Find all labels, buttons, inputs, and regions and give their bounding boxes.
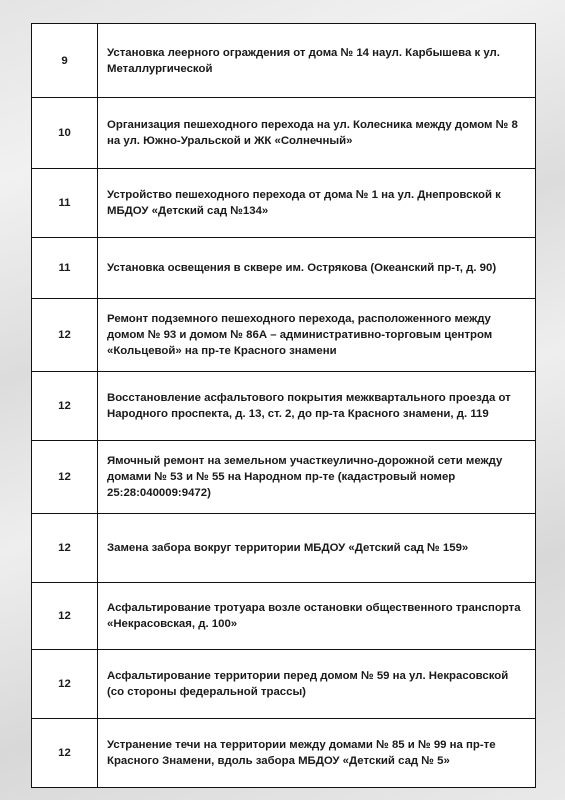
row-number: 11: [32, 238, 98, 299]
table-row: [32, 24, 536, 98]
row-description: Устранение течи на территории между домами № 85 и № 99 на пр-те Красного Знамени, вдоль забора МБДОУ «Детский сад № 5»: [98, 719, 536, 788]
row-description: Ремонт подземного пешеходного перехода, расположенного между домом № 93 и домом № 86А – административно-торговым центром «Кольцевой» на пр-те Красного знамени: [98, 299, 536, 372]
table-row: [32, 238, 536, 299]
row-description: Асфальтирование территории перед домом № 59 на ул. Некрасовской (со стороны федеральной трассы): [98, 650, 536, 719]
table-row: [32, 299, 536, 372]
table-row: [32, 719, 536, 788]
row-number: 12: [32, 372, 98, 441]
row-number: 12: [32, 650, 98, 719]
row-description: Устройство пешеходного перехода от дома № 1 на ул. Днепровской к МБДОУ «Детский сад №134»: [98, 169, 536, 238]
table-row: [32, 650, 536, 719]
row-number: 10: [32, 98, 98, 169]
row-description: Ямочный ремонт на земельном участкеулично-дорожной сети между домами № 53 и № 55 на Народном пр-те (кадастровый номер 25:28:040009:9472): [98, 441, 536, 514]
row-number: 12: [32, 583, 98, 650]
table-row: [32, 169, 536, 238]
row-number: 12: [32, 299, 98, 372]
row-number: 11: [32, 169, 98, 238]
row-number: 12: [32, 719, 98, 788]
row-number: 12: [32, 441, 98, 514]
table-row: [32, 441, 536, 514]
table-row: [32, 514, 536, 583]
row-description: Установка леерного ограждения от дома № 14 наул. Карбышева к ул. Металлургической: [98, 24, 536, 98]
table-row: [32, 372, 536, 441]
row-number: 12: [32, 514, 98, 583]
row-description: Установка освещения в сквере им. Острякова (Океанский пр-т, д. 90): [98, 238, 536, 299]
table-row: [32, 583, 536, 650]
row-number: 9: [32, 24, 98, 98]
row-description: Асфальтирование тротуара возле остановки общественного транспорта «Некрасовская, д. 100»: [98, 583, 536, 650]
table-row: [32, 98, 536, 169]
row-description: Замена забора вокруг территории МБДОУ «Детский сад № 159»: [98, 514, 536, 583]
works-table: [31, 23, 536, 788]
row-description: Восстановление асфальтового покрытия межквартального проезда от Народного проспекта, д. 13, ст. 2, до пр-та Красного знамени, д. 119: [98, 372, 536, 441]
row-description: Организация пешеходного перехода на ул. Колесника между домом № 8 на ул. Южно-Уральской и ЖК «Солнечный»: [98, 98, 536, 169]
